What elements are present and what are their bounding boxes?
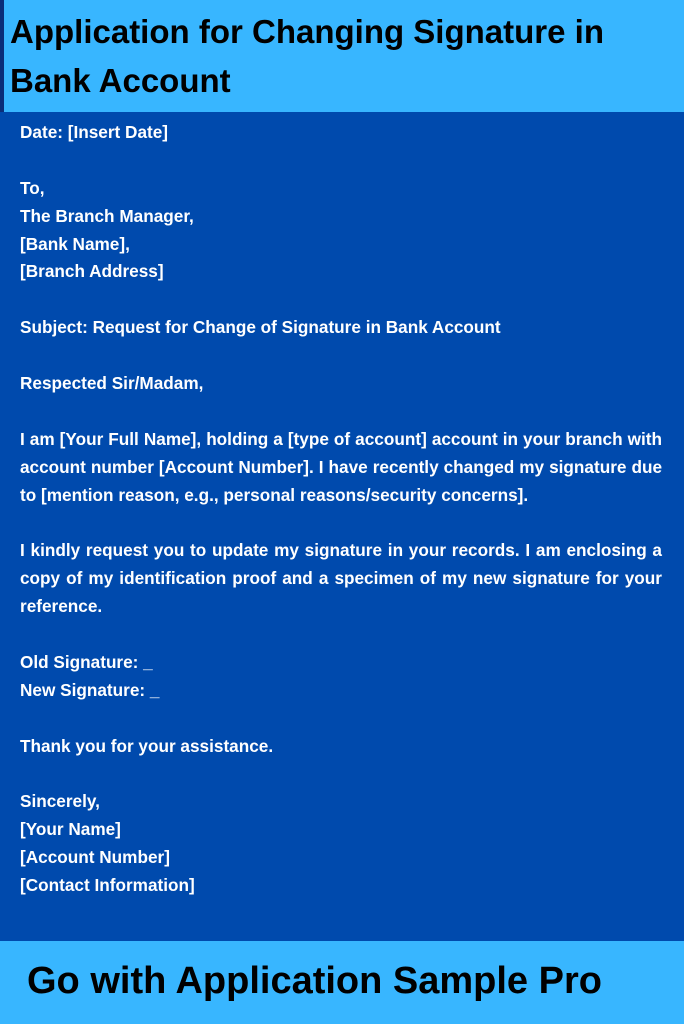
letter-branch-address: [Branch Address] [20,261,164,282]
letter-salutation: Respected Sir/Madam, [20,373,204,394]
letter-new-signature: New Signature: _ [20,679,160,700]
footer-tagline: Go with Application Sample Pro [27,960,602,1002]
footer-banner [0,941,684,1024]
letter-to: To, [20,177,45,198]
spacer [20,286,662,314]
letter-old-signature: Old Signature: _ [20,652,153,673]
letter-thanks: Thank you for your assistance. [20,735,274,756]
letter-body [20,119,662,900]
spacer [20,621,662,649]
letter-closing: Sincerely, [20,791,100,812]
spacer [20,510,662,538]
spacer [20,705,662,733]
letter-bank-name: [Bank Name], [20,233,130,254]
spacer [20,147,662,175]
letter-paragraph-request: I kindly request you to update my signature in your records. I am enclosing a copy of my identification proof and a specimen of my new signature for your reference. [20,540,662,617]
letter-contact-information: [Contact Information] [20,875,195,896]
title-banner [0,0,684,112]
letter-your-name: [Your Name] [20,819,121,840]
page-title: Application for Changing Signature in Bank Account [10,13,604,99]
letter-recipient: The Branch Manager, [20,205,194,226]
letter-subject: Subject: Request for Change of Signature in Bank Account [20,317,501,338]
letter-paragraph-account-details: I am [Your Full Name], holding a [type of account] account in your branch with account number [Account Number]. I have recently changed my signature due to [mention reason, e.g., personal reasons/security concerns]. [20,428,662,505]
spacer [20,398,662,426]
letter-date: Date: [Insert Date] [20,122,169,142]
spacer [20,342,662,370]
spacer [20,761,662,789]
letter-account-number: [Account Number] [20,847,170,868]
